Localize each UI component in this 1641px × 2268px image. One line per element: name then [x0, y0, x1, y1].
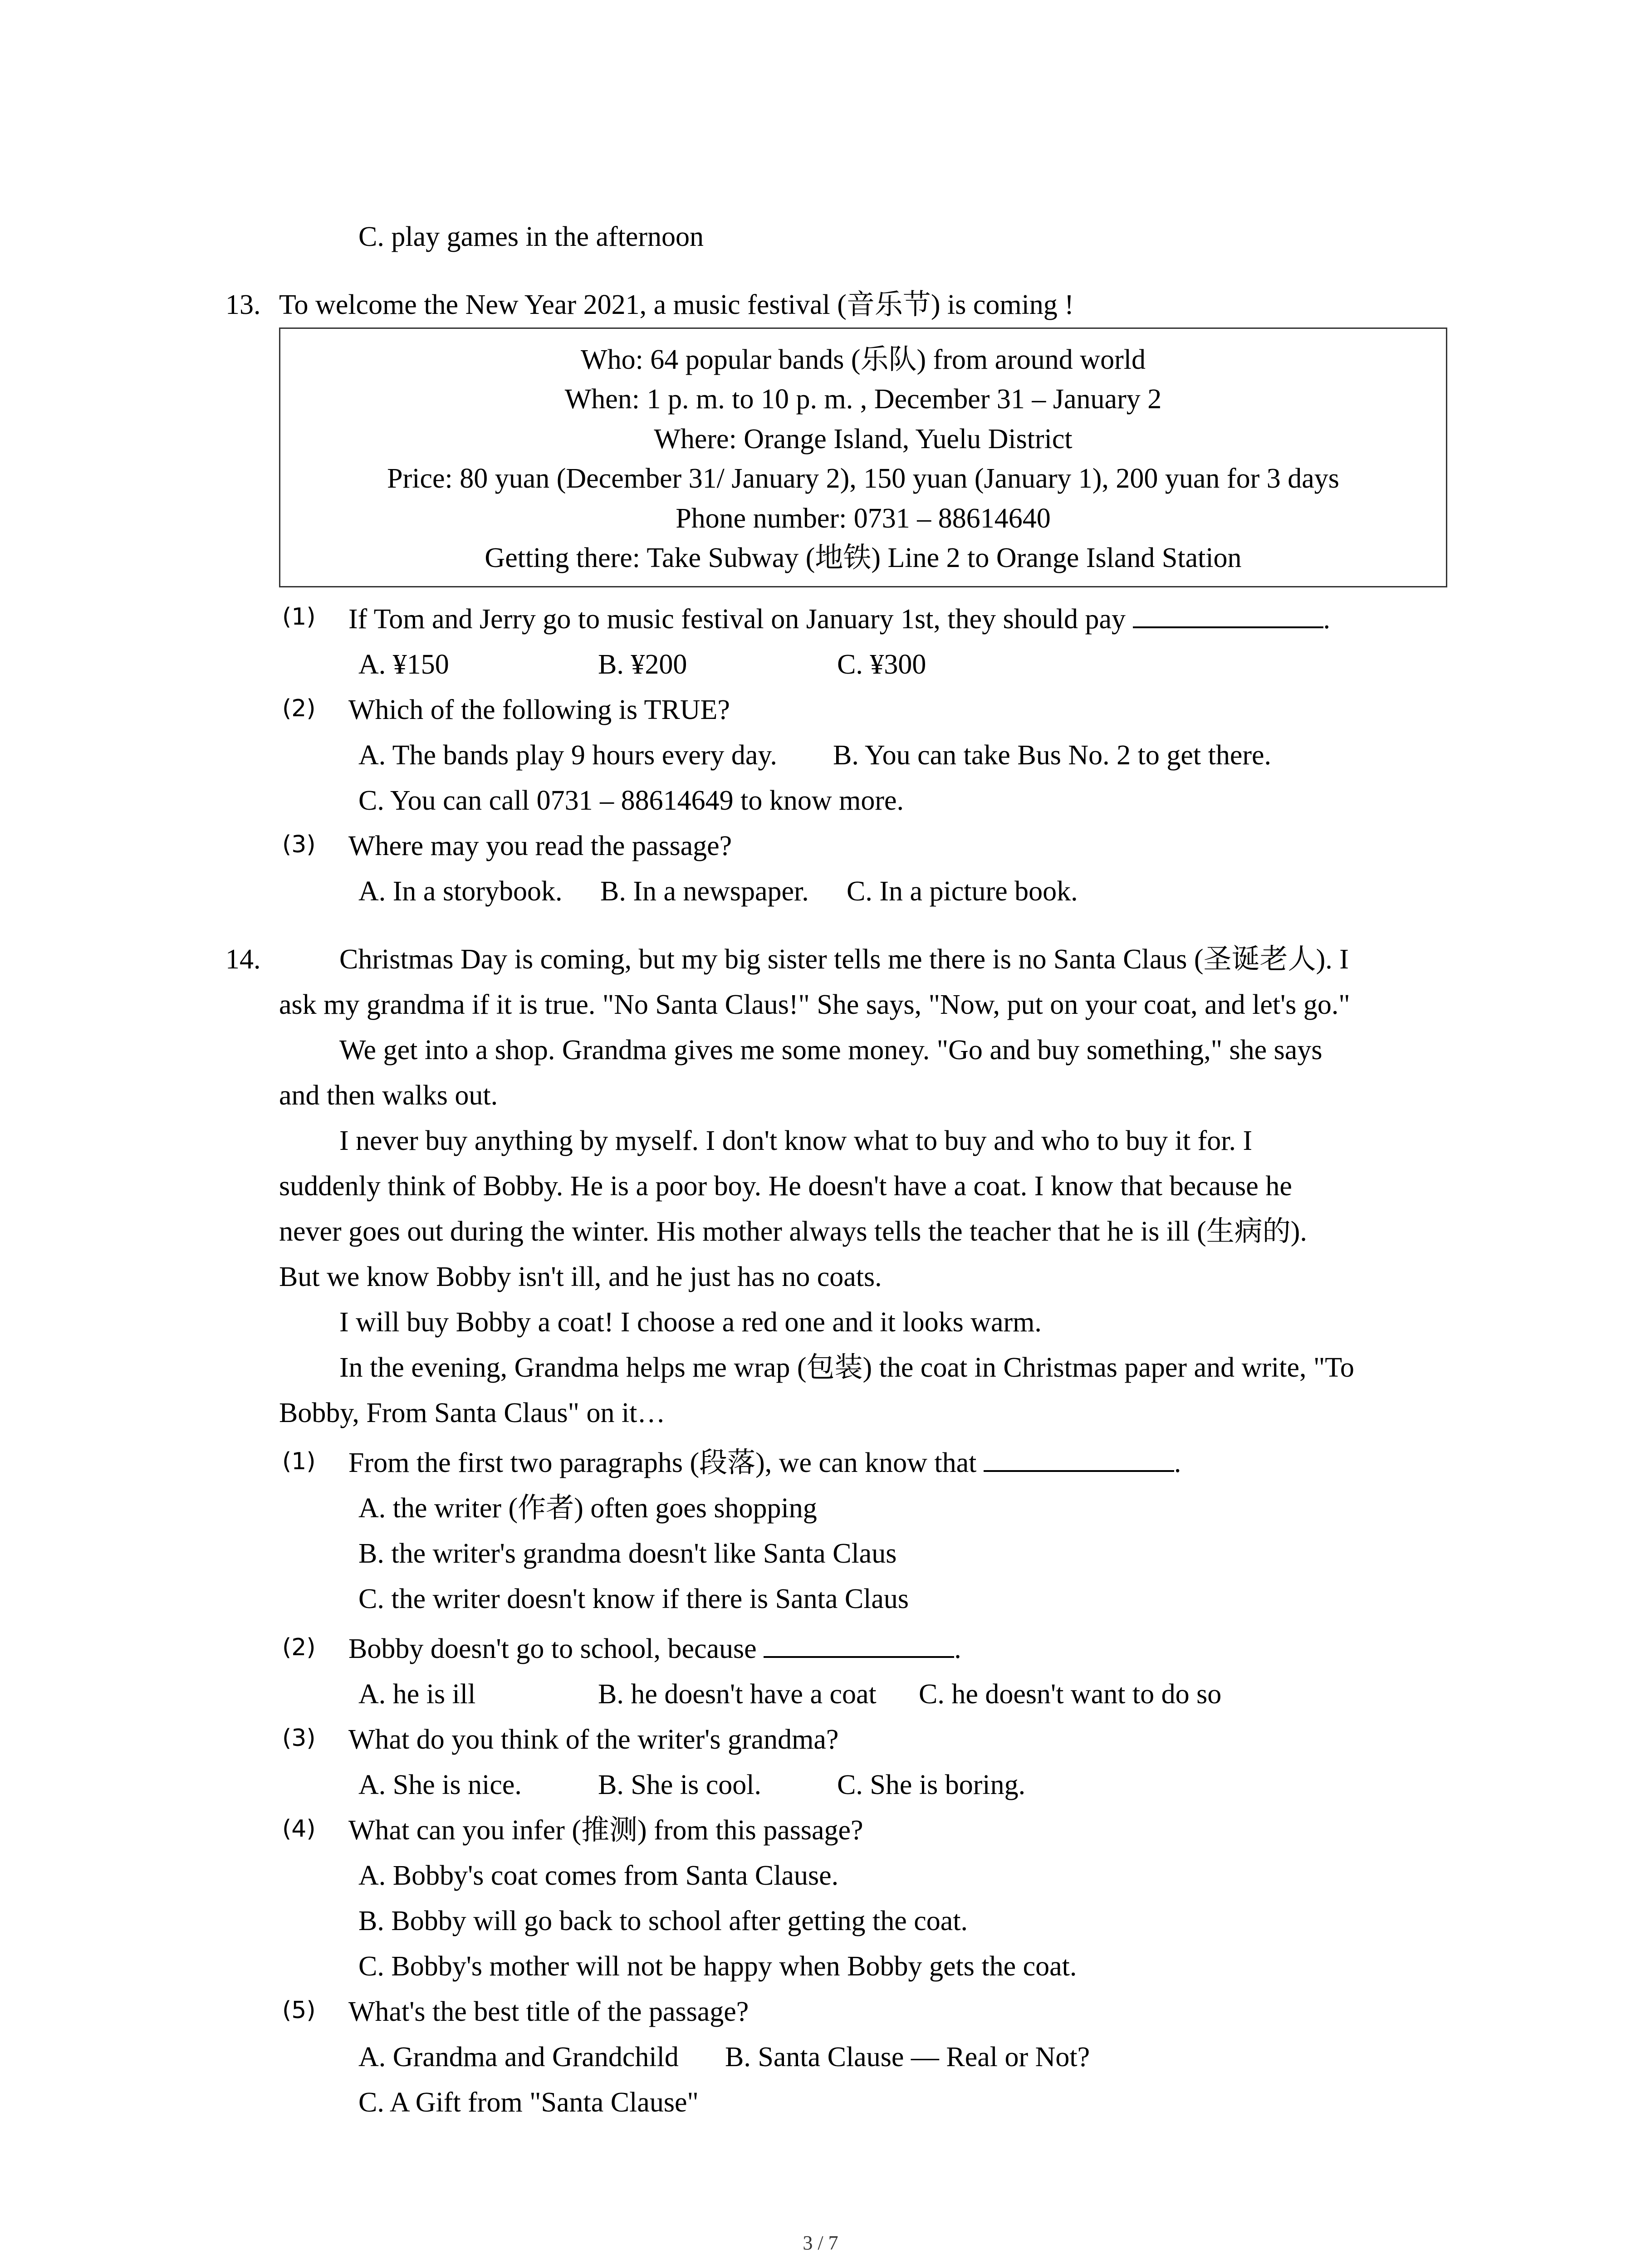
q14-sub4-option-c: C. Bobby's mother will not be happy when Bobby gets the coat. — [358, 1951, 1077, 1982]
festival-info-box — [279, 327, 1447, 587]
answer-blank — [764, 1633, 954, 1658]
passage-line-6: suddenly think of Bobby. He is a poor boy. He doesn't have a coat. I know that because he — [279, 1171, 1292, 1202]
box-where: Where: Orange Island, Yuelu District — [654, 424, 1073, 455]
q14-sub1-question: From the first two paragraphs (段落), we can know that . — [348, 1447, 1181, 1478]
passage-line-5: I never buy anything by myself. I don't know what to buy and who to buy it for. I — [339, 1125, 1253, 1156]
box-phone: Phone number: 0731 – 88614640 — [676, 503, 1051, 534]
q14-sub2-option-a: A. he is ill — [358, 1679, 476, 1710]
q14-sub5-option-a: A. Grandma and Grandchild — [358, 2042, 679, 2072]
answer-blank — [1133, 603, 1323, 628]
passage-line-9: I will buy Bobby a coat! I choose a red one and it looks warm. — [339, 1307, 1042, 1338]
q14-sub1-option-c: C. the writer doesn't know if there is Santa Claus — [358, 1584, 909, 1614]
q14-sub3-question: What do you think of the writer's grandma? — [348, 1724, 839, 1755]
passage-line-10: In the evening, Grandma helps me wrap (包装) the coat in Christmas paper and write, "To — [339, 1352, 1354, 1383]
q14-sub1-number: (1) — [282, 1448, 316, 1475]
q14-sub1-option-b: B. the writer's grandma doesn't like Santa Claus — [358, 1538, 897, 1569]
passage-line-1: Christmas Day is coming, but my big sister tells me there is no Santa Claus (圣诞老人). I — [339, 944, 1349, 975]
q13-sub2-option-a: A. The bands play 9 hours every day. — [358, 740, 777, 771]
q14-sub5-option-b: B. Santa Clause — Real or Not? — [725, 2042, 1090, 2072]
q14-sub5-number: (5) — [282, 1997, 316, 2024]
box-who: Who: 64 popular bands (乐队) from around world — [581, 344, 1146, 375]
q14-sub3-option-c: C. She is boring. — [837, 1769, 1026, 1800]
box-when: When: 1 p. m. to 10 p. m. , December 31 – January 2 — [564, 384, 1162, 415]
q14-sub2-option-c: C. he doesn't want to do so — [919, 1679, 1222, 1710]
q14-sub2-option-b: B. he doesn't have a coat — [598, 1679, 877, 1710]
box-getting-there: Getting there: Take Subway (地铁) Line 2 to Orange Island Station — [485, 543, 1242, 573]
q14-number: 14. — [225, 944, 261, 975]
q14-sub5-question: What's the best title of the passage? — [348, 1996, 749, 2027]
passage-line-4: and then walks out. — [279, 1080, 498, 1111]
q14-sub1-option-a: A. the writer (作者) often goes shopping — [358, 1493, 817, 1524]
q13-number: 13. — [225, 289, 261, 320]
q13-sub3-option-c: C. In a picture book. — [847, 876, 1078, 907]
passage-line-3: We get into a shop. Grandma gives me some money. "Go and buy something," she says — [339, 1035, 1323, 1066]
q14-sub4-option-a: A. Bobby's coat comes from Santa Clause. — [358, 1860, 839, 1891]
q14-sub3-option-b: B. She is cool. — [598, 1769, 761, 1800]
q13-sub3-number: (3) — [282, 831, 316, 858]
box-price: Price: 80 yuan (December 31/ January 2), 150 yuan (January 1), 200 yuan for 3 days — [387, 463, 1339, 494]
q12-option-c: C. play games in the afternoon — [358, 221, 704, 252]
q13-sub3-question: Where may you read the passage? — [348, 831, 732, 861]
passage-line-2: ask my grandma if it is true. "No Santa Claus!" She says, "Now, put on your coat, and let's go." — [279, 989, 1350, 1020]
q13-sub3-option-a: A. In a storybook. — [358, 876, 563, 907]
q13-sub1-question: If Tom and Jerry go to music festival on January 1st, they should pay . — [348, 604, 1330, 635]
q13-sub1-option-a: A. ¥150 — [358, 649, 449, 680]
q14-sub4-option-b: B. Bobby will go back to school after getting the coat. — [358, 1906, 968, 1936]
q13-sub1-option-b: B. ¥200 — [598, 649, 687, 680]
q14-sub4-question: What can you infer (推测) from this passage? — [348, 1815, 863, 1846]
passage-line-8: But we know Bobby isn't ill, and he just has no coats. — [279, 1261, 882, 1292]
q14-sub3-option-a: A. She is nice. — [358, 1769, 522, 1800]
q14-sub4-number: (4) — [282, 1815, 316, 1843]
q14-sub3-number: (3) — [282, 1725, 316, 1752]
q13-sub2-question: Which of the following is TRUE? — [348, 694, 730, 725]
q14-sub5-option-c: C. A Gift from "Santa Clause" — [358, 2087, 699, 2118]
page-number: 3 / 7 — [803, 2232, 838, 2254]
q13-sub2-number: (2) — [282, 695, 316, 722]
q14-sub2-question: Bobby doesn't go to school, because . — [348, 1633, 961, 1664]
q13-sub3-option-b: B. In a newspaper. — [600, 876, 809, 907]
passage-line-7: never goes out during the winter. His mother always tells the teacher that he is ill (生病的). — [279, 1216, 1307, 1247]
q13-sub2-option-c: C. You can call 0731 – 88614649 to know more. — [358, 785, 904, 816]
q13-intro: To welcome the New Year 2021, a music festival (音乐节) is coming ! — [279, 289, 1074, 320]
passage-line-11: Bobby, From Santa Claus" on it… — [279, 1398, 666, 1428]
answer-blank — [984, 1447, 1174, 1472]
q13-sub1-number: (1) — [282, 603, 316, 631]
q13-sub1-option-c: C. ¥300 — [837, 649, 926, 680]
q13-sub2-option-b: B. You can take Bus No. 2 to get there. — [833, 740, 1272, 771]
q14-sub2-number: (2) — [282, 1634, 316, 1661]
